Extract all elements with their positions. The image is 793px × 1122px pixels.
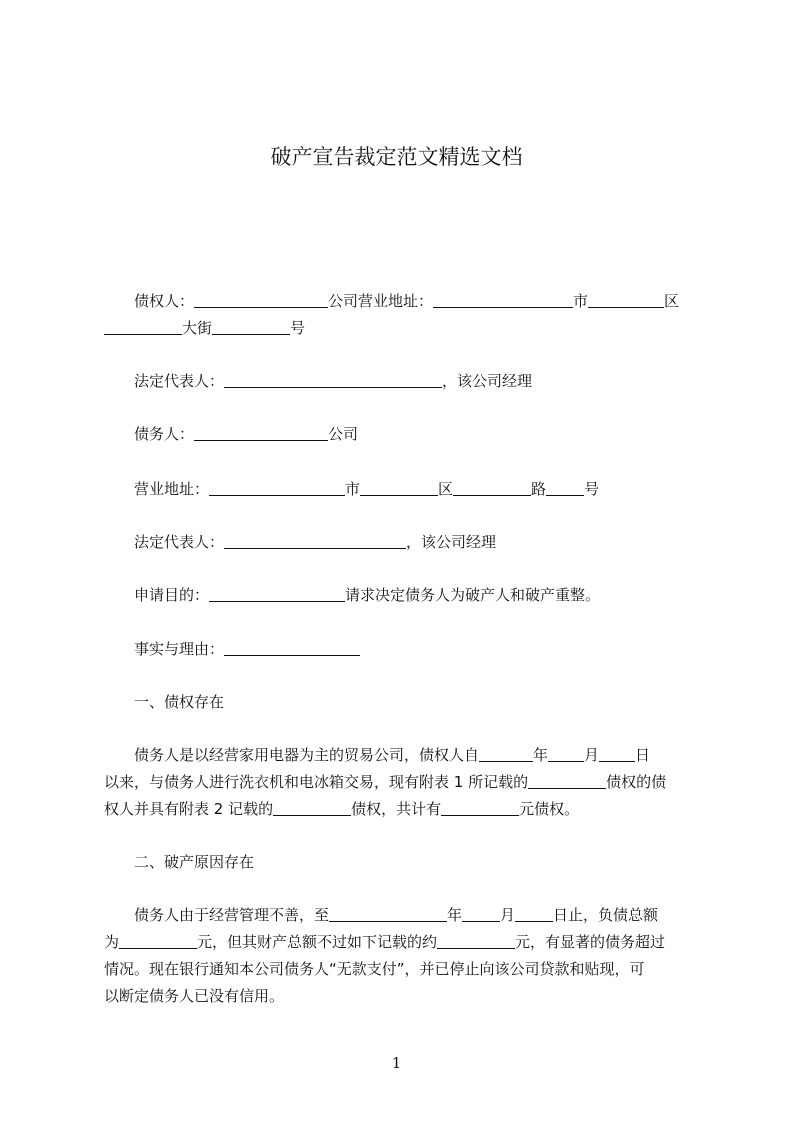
rep-label: 法定代表人： (134, 372, 225, 390)
rep-suffix: ，该公司经理 (442, 372, 533, 390)
section1-para-line2 (104, 769, 700, 795)
number-blank[interactable] (212, 317, 290, 335)
creditor-label: 债权人： (134, 292, 195, 310)
day-blank[interactable] (599, 744, 635, 762)
purpose-blank[interactable] (209, 584, 345, 602)
section1-heading: 一、债权存在 (134, 693, 225, 711)
district-label: 区 (664, 292, 680, 310)
address-label: 营业地址： (134, 480, 210, 498)
debtor-label: 债务人： (134, 425, 195, 443)
para-text: 为 (104, 933, 120, 951)
debtor-address-line (104, 476, 730, 502)
facts-label: 事实与理由： (134, 640, 225, 658)
purpose-text: 请求决定债务人为破产人和破产重整。 (345, 586, 601, 604)
month-label: 月 (500, 906, 516, 924)
year-label: 年 (533, 746, 549, 764)
creditor-rep-line (104, 368, 730, 394)
section2-para-line1 (104, 902, 730, 928)
year-blank[interactable] (329, 904, 447, 922)
month-label: 月 (584, 746, 600, 764)
debtor-rep-line (104, 529, 730, 555)
facts-line (104, 636, 730, 662)
section1-para-line3 (104, 796, 700, 822)
para-text: 债务人由于经营管理不善，至 (134, 906, 330, 924)
street-blank[interactable] (104, 317, 182, 335)
month-blank[interactable] (462, 904, 500, 922)
city-blank[interactable] (588, 290, 664, 308)
district-blank[interactable] (453, 478, 531, 496)
total-blank[interactable] (441, 798, 519, 816)
page-title: 破产宣告裁定范文精选文档 (270, 145, 523, 169)
district-label: 区 (438, 480, 454, 498)
road-number-blank[interactable] (546, 478, 584, 496)
creditor-line (104, 288, 730, 314)
para-text: 元，但其财产总额不过如下记载的约 (197, 933, 438, 951)
debtor-suffix: 公司 (328, 425, 359, 443)
para-text: 权人并具有附表 2 记载的 (104, 800, 274, 818)
para-text: 日止，负债总额 (553, 906, 659, 924)
day-blank[interactable] (515, 904, 553, 922)
purpose-line (104, 582, 730, 608)
purpose-label: 申请目的： (134, 586, 210, 604)
debtor-line (104, 421, 730, 447)
rep-label: 法定代表人： (134, 533, 225, 551)
section2-heading: 二、破产原因存在 (134, 853, 255, 871)
para-text: 债权的债 (606, 773, 667, 791)
city-label: 市 (345, 480, 361, 498)
day-label: 日 (635, 746, 651, 764)
company-address-label: 公司营业地址： (328, 292, 434, 310)
debtor-name-blank[interactable] (194, 423, 328, 441)
para-text: 债务人是以经营家用电器为主的贸易公司，债权人自 (134, 746, 480, 764)
debtor-address-blank[interactable] (209, 478, 345, 496)
creditor-line-2 (104, 315, 700, 341)
claim-blank[interactable] (528, 771, 606, 789)
para-text: 以来，与债务人进行洗衣机和电冰箱交易，现有附表 1 所记载的 (104, 773, 529, 791)
year-label: 年 (447, 906, 463, 924)
facts-blank[interactable] (224, 638, 360, 656)
debtor-rep-blank[interactable] (224, 531, 406, 549)
city-blank[interactable] (360, 478, 438, 496)
creditor-name-blank[interactable] (194, 290, 328, 308)
para-text: 债权，共计有 (351, 800, 442, 818)
section2-para-line4: 以断定债务人已没有信用。 (104, 987, 285, 1005)
section2-para-line3: 情况。现在银行通知本公司债务人“无款支付”，并已停止向该公司贷款和贴现，可 (104, 960, 645, 978)
claim2-blank[interactable] (273, 798, 351, 816)
creditor-address-blank[interactable] (433, 290, 573, 308)
assets-blank[interactable] (437, 931, 515, 949)
creditor-rep-blank[interactable] (224, 370, 442, 388)
page-number: 1 (391, 1054, 402, 1072)
para-text: 元，有显著的债务超过 (515, 933, 666, 951)
number-label: 号 (584, 480, 600, 498)
city-label: 市 (573, 292, 589, 310)
road-label: 路 (531, 480, 547, 498)
section2-para-line2 (104, 929, 700, 955)
section1-para-line1 (104, 742, 700, 768)
number-label: 号 (290, 319, 306, 337)
month-blank[interactable] (548, 744, 584, 762)
street-label: 大街 (182, 319, 213, 337)
rep-suffix: ，该公司经理 (406, 533, 497, 551)
liability-blank[interactable] (119, 931, 197, 949)
para-text: 元债权。 (519, 800, 580, 818)
year-blank[interactable] (479, 744, 533, 762)
